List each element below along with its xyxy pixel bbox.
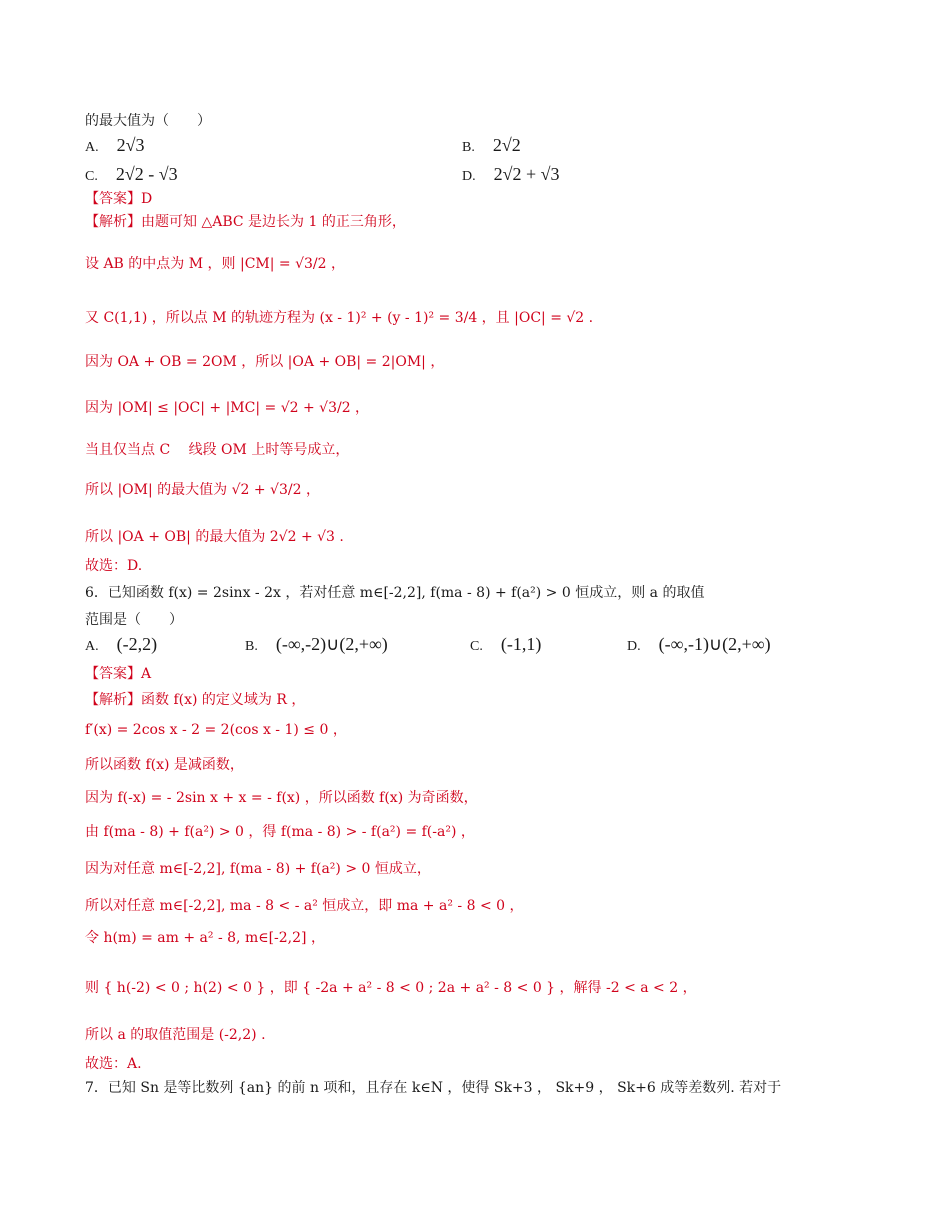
q5-analysis-line-6: 当且仅当点 C 线段 OM 上时等号成立， [85,442,350,458]
q6-option-d: D. (-∞,-1)∪(2,+∞) [627,634,771,654]
q6-analysis-line-3: 所以函数 f(x) 是减函数， [85,757,244,773]
q5-analysis-line-1: 【解析】由题可知 △ABC 是边长为 1 的正三角形， [85,214,406,230]
q5-option-c: C. 2√2 - √3 [85,164,178,184]
q5-analysis-line-9: 故选：D. [85,558,143,574]
q5-analysis-line-8: 所以 |OA + OB| 的最大值为 2√2 + √3 . [85,529,344,545]
q6-answer: 【答案】A [85,666,152,682]
q6-analysis-line-6: 因为对任意 m∈[-2,2], f(ma - 8) + f(a²) > 0 恒成立， [85,861,431,877]
q5-stem-tail: 的最大值为（ ） [85,113,211,129]
q5-analysis-line-7: 所以 |OM| 的最大值为 √2 + √3/2 ， [85,482,320,498]
q6-analysis-line-7: 所以对任意 m∈[-2,2], ma - 8 < - a² 恒成立，即 ma + a² - 8 < 0 ， [85,898,524,914]
q7-stem-line-1: 7．已知 Sn 是等比数列 {an} 的前 n 项和，且存在 k∈N ，使得 Sk+3 ， Sk+9 ， Sk+6 成等差数列. 若对于 [85,1080,782,1096]
q6-analysis-line-10: 所以 a 的取值范围是 (-2,2) . [85,1027,266,1043]
q6-stem-line-1: 6．已知函数 f(x) = 2sinx - 2x ，若对任意 m∈[-2,2], f(ma - 8) + f(a²) > 0 恒成立，则 a 的取值 [85,585,705,601]
q5-analysis-line-3: 又 C(1,1) ，所以点 M 的轨迹方程为 (x - 1)² + (y - 1)² = 3/4 ，且 |OC| = √2 . [85,310,594,326]
q6-analysis-line-11: 故选：A. [85,1056,142,1072]
q6-analysis-line-8: 令 h(m) = am + a² - 8, m∈[-2,2] ， [85,930,325,946]
q6-option-c: C. (-1,1) [470,634,542,654]
q6-analysis-line-5: 由 f(ma - 8) + f(a²) > 0 ，得 f(ma - 8) > - f(a²) = f(-a²) ， [85,824,475,840]
q5-analysis-line-5: 因为 |OM| ≤ |OC| + |MC| = √2 + √3/2 ， [85,400,370,416]
q5-analysis-line-2: 设 AB 的中点为 M ，则 |CM| = √3/2 ， [85,256,345,272]
q6-analysis-line-9: 则 { h(-2) < 0 ; h(2) < 0 } ，即 { -2a + a² - 8 < 0 ; 2a + a² - 8 < 0 } ，解得 -2 < a < 2 ， [85,980,697,996]
q5-analysis-line-4: 因为 OA + OB = 2OM ，所以 |OA + OB| = 2|OM| ， [85,354,445,370]
q5-option-d: D. 2√2 + √3 [462,164,560,184]
q6-option-a: A. (-2,2) [85,634,158,654]
q6-analysis-line-2: f′(x) = 2cos x - 2 = 2(cos x - 1) ≤ 0 ， [85,722,347,738]
q6-stem-line-2: 范围是（ ） [85,612,183,628]
q6-analysis-line-1: 【解析】函数 f(x) 的定义域为 R ， [85,692,306,708]
q6-option-b: B. (-∞,-2)∪(2,+∞) [245,634,388,654]
q6-analysis-line-4: 因为 f(-x) = - 2sin x + x = - f(x) ，所以函数 f(x) 为奇函数， [85,790,478,806]
q5-answer: 【答案】D [85,191,153,207]
q5-option-b: B. 2√2 [462,135,521,155]
q5-option-a: A. 2√3 [85,135,145,155]
